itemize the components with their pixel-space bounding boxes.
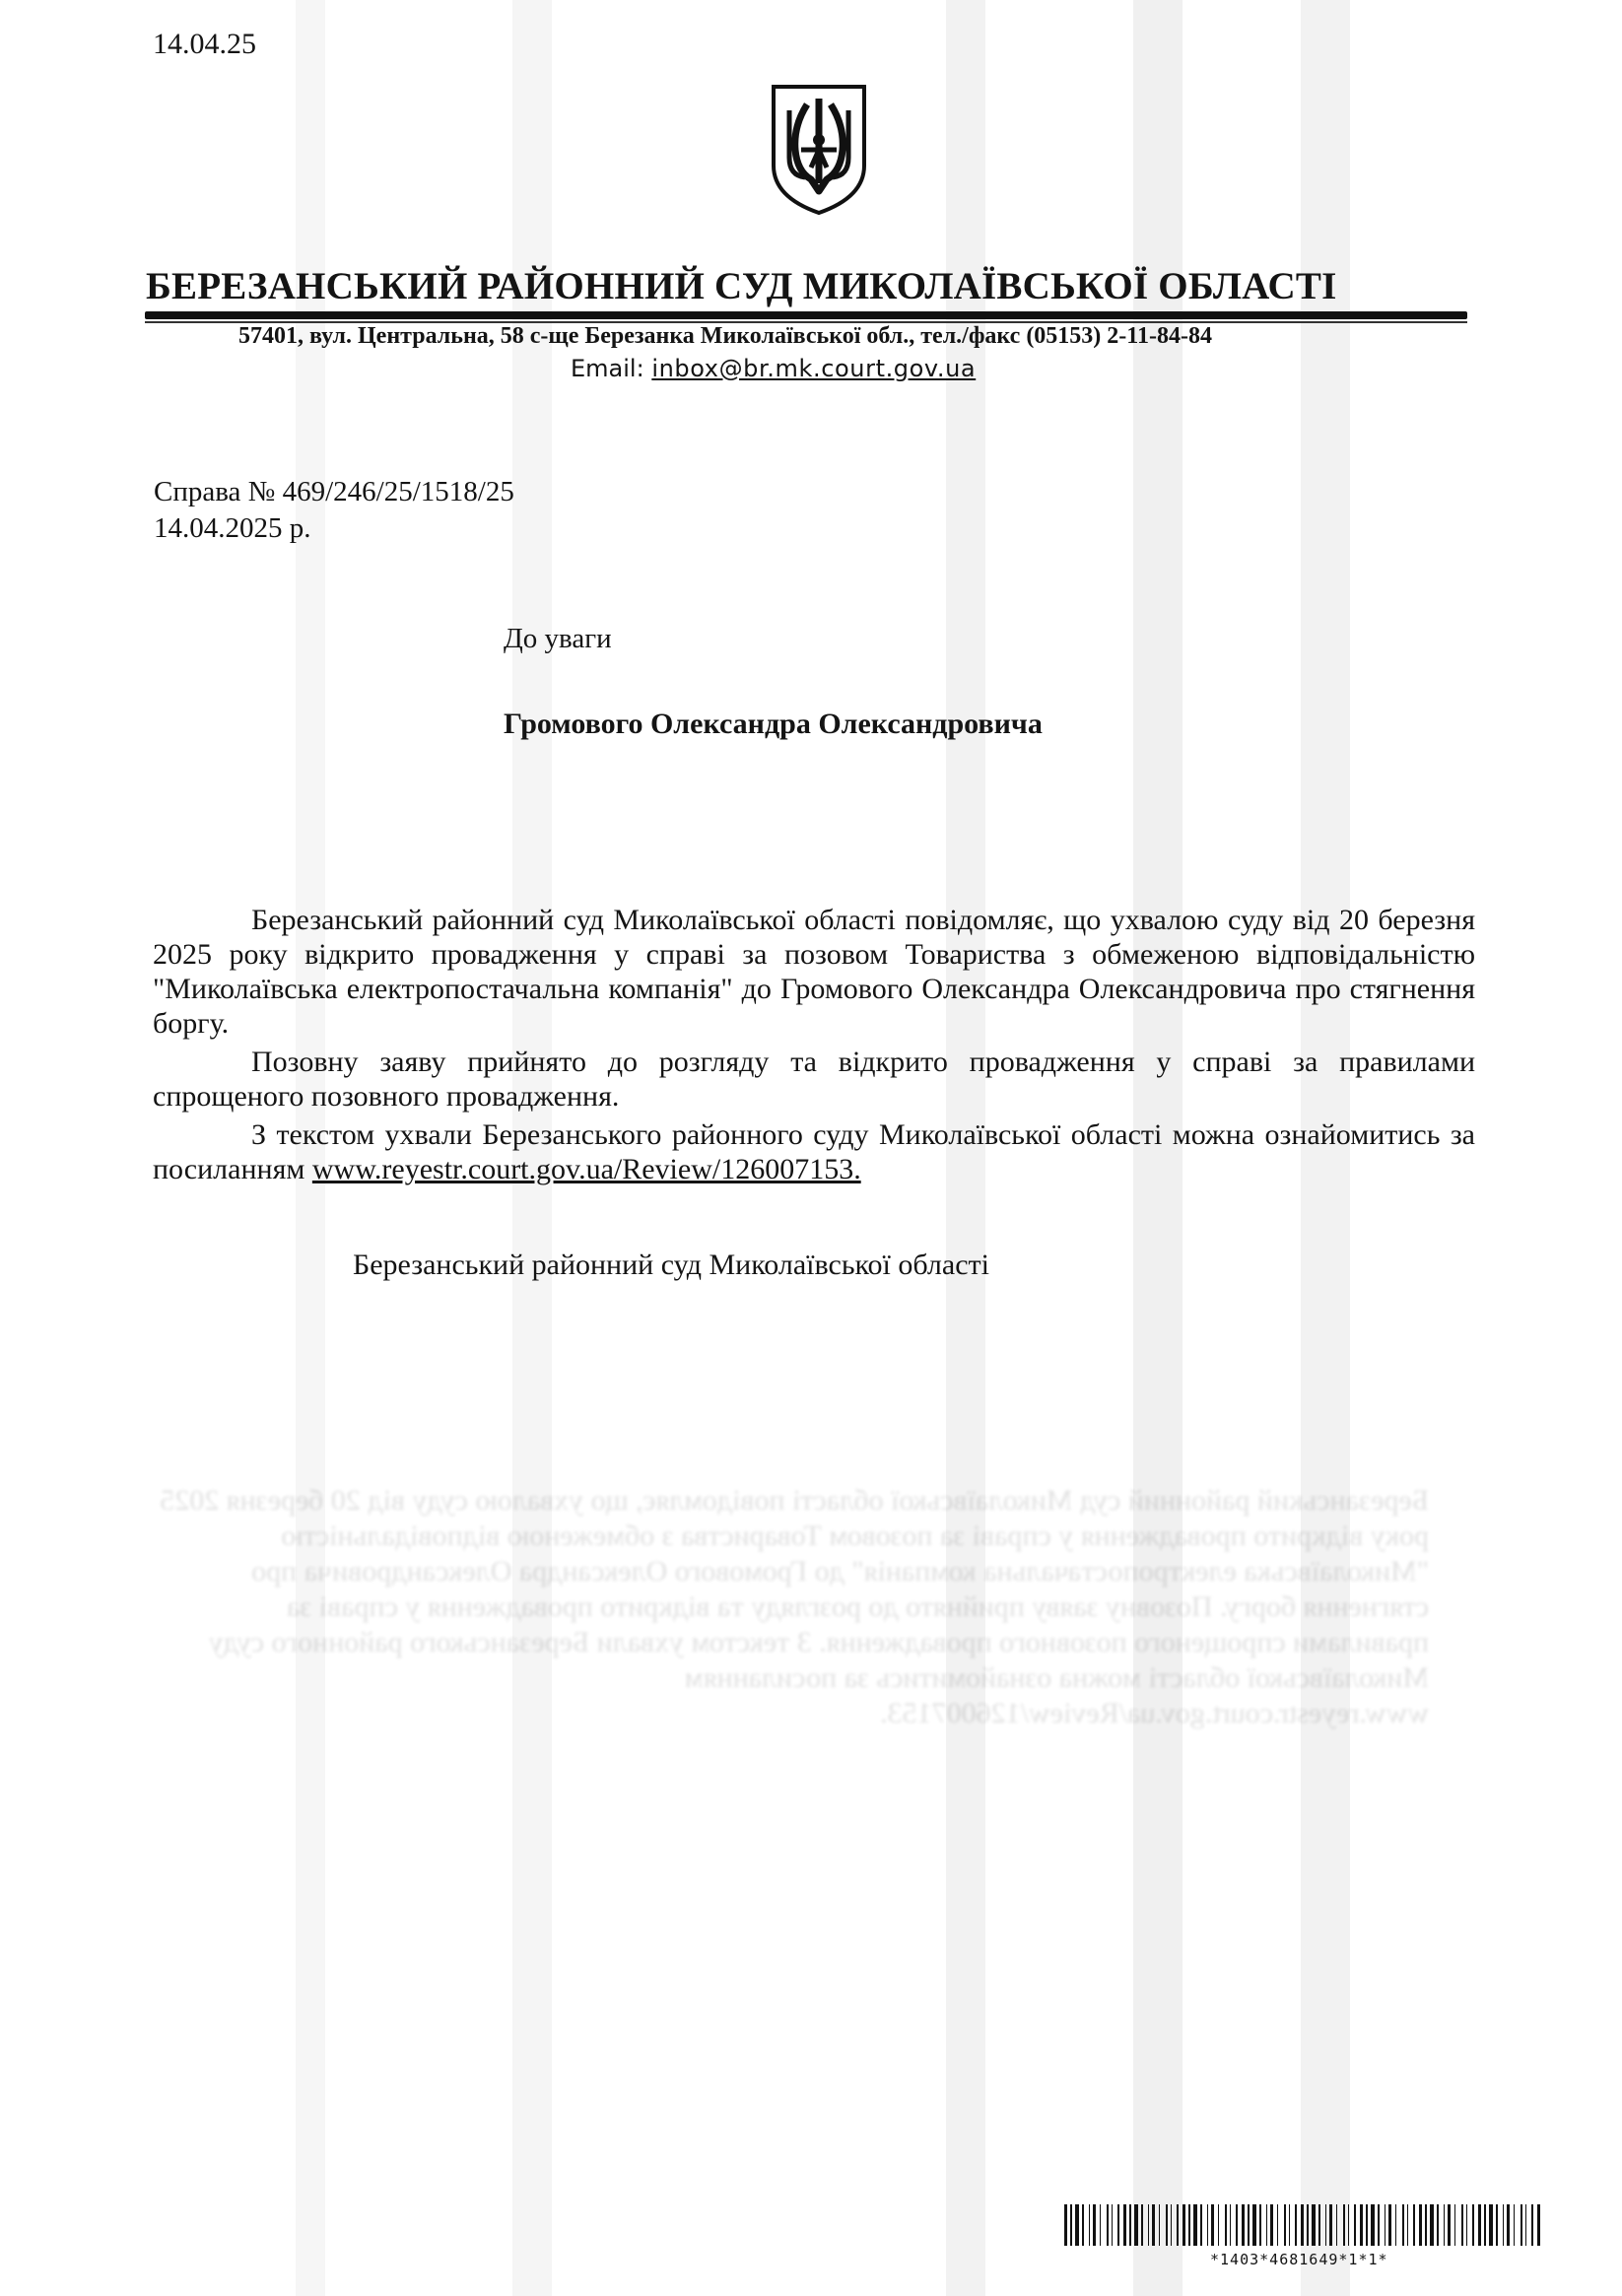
paragraph-2: Позовну заяву прийнято до розгляду та відкрито провадження у справі за правилами спрощеного позовного провадження. [153, 1046, 1475, 1113]
letter-body [153, 903, 1475, 1190]
case-number: Справа № 469/246/25/1518/25 [154, 476, 514, 507]
header-divider [145, 311, 1467, 319]
top-date: 14.04.25 [153, 28, 256, 60]
bleed-through-shadow: Березанський районний суд Миколаївської області повідомляє, що ухвалою суду від 20 березня 2025 року відкрито провадження у справі за позовом Товариства з обмеженою відповідальністю "Миколаївська електропостачальна компанія" до Громового Олександра Олександровича про стягнення боргу. Позовну заяву прийнято до розгляду та відкрито провадження у справі за правилами спрощеного позовного провадження. З текстом ухвали Березанського районного суду Миколаївської області можна ознайомитись за посиланням www.reyestr.court.gov.ua/Review/126007153. [160, 1484, 1429, 1729]
barcode-number: *1403*4681649*1*1* [1210, 2251, 1388, 2268]
case-date: 14.04.2025 р. [154, 512, 311, 544]
paragraph-1: Березанський районний суд Миколаївської області повідомляє, що ухвалою суду від 20 березня 2025 року відкрито провадження у справі за позовом Товариства з обмеженою відповідальністю "Миколаївська електропостачальна компанія" до Громового Олександра Олександровича про стягнення боргу. [153, 904, 1475, 1040]
paragraph-3 [153, 1117, 1475, 1186]
email-label: Email: [571, 355, 644, 382]
registry-link[interactable]: www.reyestr.court.gov.ua/Review/126007153. [311, 1153, 861, 1185]
paragraph-3-text: З текстом ухвали Березанського районного суду Миколаївської області можна ознайомитись за посиланням [153, 1118, 1475, 1185]
email-link[interactable]: inbox@br.mk.court.gov.ua [651, 355, 977, 382]
attention-label: До уваги [504, 623, 612, 654]
court-address: 57401, вул. Центральна, 58 с-ще Березанка Миколаївської обл., тел./факс (05153) 2-11-84-84 [238, 323, 1212, 349]
signature-line: Березанський районний суд Миколаївської області [353, 1249, 989, 1281]
coat-of-arms-icon [768, 81, 870, 217]
addressee-name: Громового Олександра Олександровича [504, 708, 1043, 740]
email-line [571, 355, 976, 382]
barcode [1064, 2204, 1545, 2246]
court-name-heading: БЕРЕЗАНСЬКИЙ РАЙОННИЙ СУД МИКОЛАЇВСЬКОЇ ОБЛАСТІ [146, 265, 1337, 307]
